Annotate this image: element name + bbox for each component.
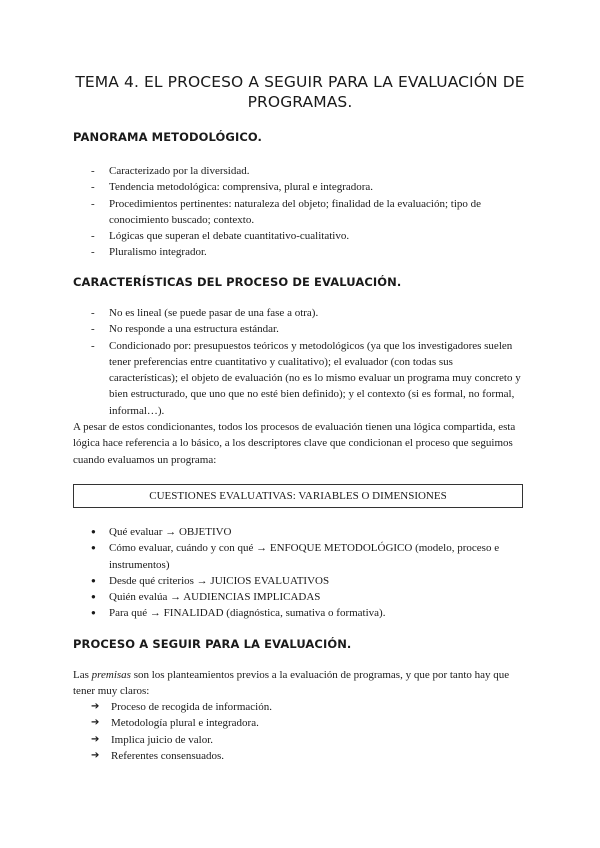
paragraph-premisas	[73, 667, 523, 700]
heading-proceso: PROCESO A SEGUIR PARA LA EVALUACIÓN.	[73, 637, 352, 651]
list-item: ➔ Metodología plural e integradora.	[91, 715, 523, 731]
caracteristicas-list	[91, 305, 523, 419]
list-item: - Lógicas que superan el debate cuantitativo-cualitativo.	[91, 228, 523, 244]
cuestiones-list	[91, 524, 523, 622]
list-item: - Caracterizado por la diversidad.	[91, 163, 523, 179]
cuestiones-box: CUESTIONES EVALUATIVAS: VARIABLES O DIMENSIONES	[73, 484, 523, 508]
list-item: - Tendencia metodológica: comprensiva, plural e integradora.	[91, 179, 523, 195]
paragraph-logica: A pesar de estos condicionantes, todos los procesos de evaluación tienen una lógica compartida, esta lógica hace referencia a lo básico, a los descriptores clave que condicionan el proceso que seguimos cuando evaluamos un programa:	[73, 421, 516, 466]
heading-caracteristicas: CARACTERÍSTICAS DEL PROCESO DE EVALUACIÓN.	[73, 275, 402, 289]
premisas-emphasis: premisas	[91, 669, 131, 681]
premisas-suffix: son los planteamientos previos a la evaluación de programas, y que por tanto hay que tener muy claros:	[73, 669, 510, 698]
document-title: TEMA 4. EL PROCESO A SEGUIR PARA LA EVALUACIÓN DE PROGRAMAS.	[75, 73, 525, 111]
list-item: ➔ Proceso de recogida de información.	[91, 699, 523, 715]
heading-panorama: PANORAMA METODOLÓGICO.	[73, 130, 262, 144]
list-item: ➔ Referentes consensuados.	[91, 748, 523, 764]
list-item: - No es lineal (se puede pasar de una fase a otra).	[91, 305, 523, 321]
premisas-prefix: Las	[73, 669, 92, 681]
list-item: ● Desde qué criterios → JUICIOS EVALUATIVOS	[91, 573, 523, 589]
list-item: ➔ Implica juicio de valor.	[91, 732, 523, 748]
premisas-list	[91, 699, 523, 764]
list-item: - Procedimientos pertinentes: naturaleza del objeto; finalidad de la evaluación; tipo de conocimiento buscado; contexto.	[91, 196, 523, 229]
list-item: - Pluralismo integrador.	[91, 244, 523, 260]
list-item: ● Qué evaluar → OBJETIVO	[91, 524, 523, 540]
list-item: ● Para qué → FINALIDAD (diagnóstica, sumativa o formativa).	[91, 605, 523, 621]
panorama-list	[91, 163, 523, 261]
list-item: - No responde a una estructura estándar.	[91, 321, 523, 337]
list-item: - Condicionado por: presupuestos teóricos y metodológicos (ya que los investigadores suelen tener preferencias entre cuantitativo y cualitativo); el evaluador (con todas sus características); el objeto de evaluación (no es lo mismo evaluar un programa muy concreto y bien estructurado, que uno que no esté bien definido); y el contexto (si es formal, no formal, informal…).	[91, 338, 523, 419]
list-item: ● Quién evalúa → AUDIENCIAS IMPLICADAS	[91, 589, 523, 605]
list-item: ● Cómo evaluar, cuándo y con qué → ENFOQUE METODOLÓGICO (modelo, proceso e instrumentos)	[91, 540, 523, 573]
